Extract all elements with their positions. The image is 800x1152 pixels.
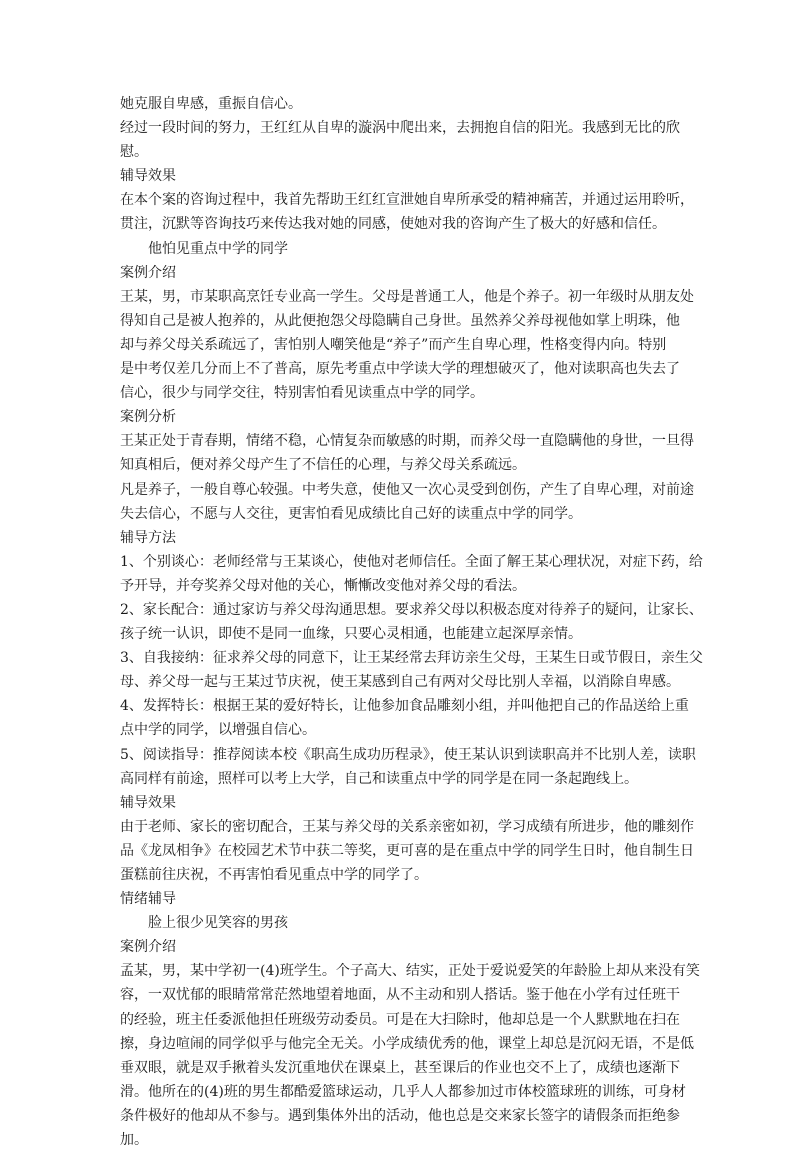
text-line: 加。 bbox=[120, 1132, 148, 1149]
text-line: 高同样有前途，照样可以考上大学，自己和读重点中学的同学是在同一条起跑线上。 bbox=[120, 770, 638, 787]
text-line: 在本个案的咨询过程中，我首先帮助王红红宣泄她自卑所承受的精神痛苦，并通过运用聆听， bbox=[120, 192, 694, 209]
text-line: 3、自我接纳：征求养父母的同意下，让王某经常去拜访亲生父母，王某生日或节假日，亲生父 bbox=[120, 650, 703, 667]
text-line: 却与养父母关系疏远了，害怕别人嘲笑他是“养子”而产生自卑心理，性格变得内向。特别 bbox=[120, 336, 667, 353]
text-line: 蛋糕前往庆祝，不再害怕看见重点中学的同学了。 bbox=[120, 867, 428, 883]
text-line: 予开导，并夸奖养父母对他的关心，慚慚改变他对养父母的看法。 bbox=[120, 577, 526, 594]
section-title-line: 他怕见重点中学的同学 bbox=[148, 240, 288, 257]
section-title-line: 脸上很少见笑容的男孩 bbox=[148, 915, 288, 932]
text-line: 信心，很少与同学交往，特别害怕看见读重点中学的同学。 bbox=[120, 385, 484, 402]
document-body bbox=[120, 92, 715, 1152]
text-line: 2、家长配合：通过家访与养父母沟通思想。要求养父母以积极态度对待养子的疑问，让家长、 bbox=[120, 601, 703, 618]
text-line: 得知自己是被人抱养的，从此便抱怨父母隐瞒自己身世。虽然养父养母视他如掌上明珠，他 bbox=[120, 312, 680, 329]
text-line: 4、发挥特长：根据王某的爱好特长，让他参加食品雕刻小组，并叫他把自己的作品送给上重 bbox=[120, 698, 689, 715]
text-line: 她克服自卑感，重振自信心。 bbox=[120, 96, 302, 112]
text-line: 案例介绍 bbox=[120, 939, 176, 956]
text-line: 经过一段时间的努力，王红红从自卑的漩涡中爬出来，去拥抱自信的阳光。我感到无比的欣 bbox=[120, 120, 680, 137]
text-line: 垂双眼，就是双手揪着头发沉重地伏在课桌上，甚至课后的作业也交不上了，成绩也逐渐下 bbox=[120, 1059, 680, 1076]
text-line: 案例介绍 bbox=[120, 264, 176, 281]
text-line: 品《龙凤相争》在校园艺术节中获二等奖，更可喜的是在重点中学的同学生日时，他自制生日 bbox=[120, 842, 694, 859]
text-line: 慰。 bbox=[120, 144, 148, 161]
text-line: 孩子统一认识，即使不是同一血缘，只要心灵相通，也能建立起深厚亲情。 bbox=[120, 626, 582, 643]
text-line: 贯注，沉默等咨询技巧来传达我对她的同感，使她对我的咨询产生了极大的好感和信任。 bbox=[120, 216, 666, 233]
text-line: 案例分析 bbox=[120, 409, 176, 426]
text-line: 王某，男，市某职高烹饪专业高一学生。父母是普通工人，他是个养子。初一年级时从朋友处 bbox=[120, 288, 694, 305]
text-line: 母、养父母一起与王某过节庆祝，使王某感到自己有两对父母比别人幸福，以消除自卑感。 bbox=[120, 674, 680, 691]
text-line: 擦，身边喧闹的同学似乎与他完全无关。小学成绩优秀的他，课堂上却总是沉闷无语，不是低 bbox=[120, 1035, 694, 1052]
text-line: 辅导效果 bbox=[120, 168, 176, 185]
text-line: 知真相后，便对养父母产生了不信任的心理，与养父母关系疏远。 bbox=[120, 457, 526, 474]
text-line: 失去信心，不愿与人交往，更害怕看见成绩比自己好的读重点中学的同学。 bbox=[120, 505, 582, 522]
text-line: 条件极好的他却从不参与。遇到集体外出的活动，他也总是交来家长签字的请假条而拒绝参 bbox=[120, 1107, 680, 1124]
text-line: 凡是养子，一般自尊心较强。中考失意，使他又一次心灵受到创伤，产生了自卑心理，对前途 bbox=[120, 481, 694, 498]
text-line: 的经验，班主任委派他担任班级劳动委员。可是在大扫除时，他却总是一个人默默地在扫在 bbox=[120, 1011, 680, 1028]
text-line: 容，一双忧郁的眼睛常常茫然地望着地面，从不主动和别人搭话。鉴于他在小学有过任班干 bbox=[120, 987, 680, 1004]
text-line: 5、阅读指导：推荐阅读本校《职高生成功历程录》，使王某认识到读职高并不比别人差，读职 bbox=[120, 746, 696, 763]
text-line: 孟某，男，某中学初一(4)班学生。个子高大、结实，正处于爱说爱笑的年龄脸上却从来没有笑 bbox=[120, 963, 700, 980]
text-line: 滑。他所在的(4)班的男生都酷爱篮球运动，几乎人人都参加过市体校篮球班的训练，可身材 bbox=[120, 1083, 686, 1100]
text-line: 点中学的同学，以增强自信心。 bbox=[120, 722, 316, 739]
text-line: 辅导方法 bbox=[120, 529, 176, 546]
text-line: 辅导效果 bbox=[120, 794, 176, 811]
text-line: 是中考仅差几分而上不了普高，原先考重点中学读大学的理想破灭了，他对读职高也失去了 bbox=[120, 361, 680, 378]
text-line: 王某正处于青春期，情绪不稳，心情复杂而敏感的时期，而养父母一直隐瞒他的身世，一旦得 bbox=[120, 433, 694, 450]
text-line: 1、个别谈心：老师经常与王某谈心，使他对老师信任。全面了解王某心理状况，对症下药，给 bbox=[120, 553, 703, 570]
text-line: 由于老师、家长的密切配合，王某与养父母的关系亲密如初，学习成绩有所进步，他的雕刻作 bbox=[120, 818, 694, 835]
text-line: 情绪辅导 bbox=[120, 891, 176, 908]
